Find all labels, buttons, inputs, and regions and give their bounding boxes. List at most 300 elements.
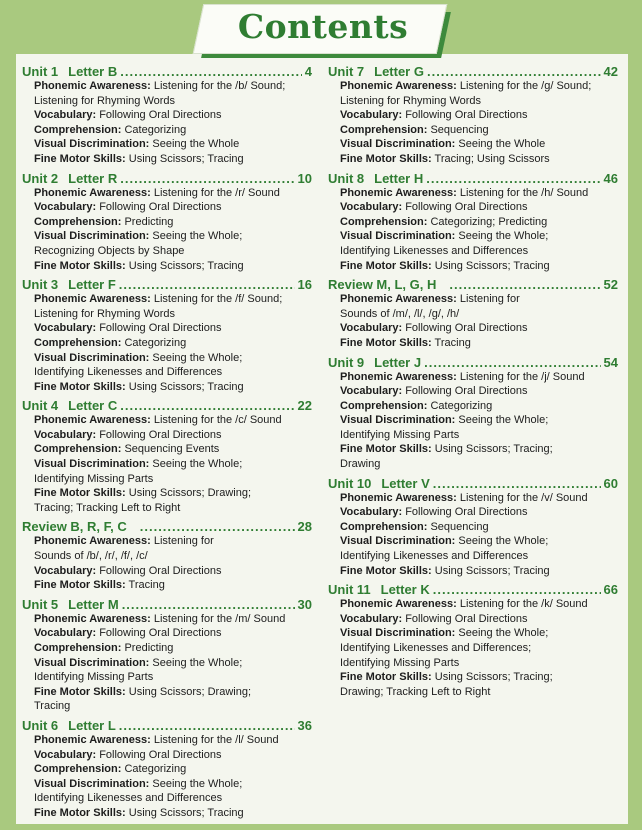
- skill-label: Fine Motor Skills:: [34, 380, 126, 393]
- skill-label: Vocabulary:: [34, 201, 97, 214]
- skill-line: [34, 791, 312, 806]
- skill-label: Visual Discrimination:: [34, 351, 150, 364]
- skill-label: Vocabulary:: [34, 322, 97, 335]
- skill-label: Vocabulary:: [340, 322, 403, 335]
- skill-line: [340, 670, 618, 685]
- skill-text: Following Oral Directions: [96, 627, 222, 640]
- skill-list: [328, 370, 618, 472]
- toc-entry-heading: [22, 519, 312, 534]
- skill-line: [340, 259, 618, 274]
- unit-name: Unit 3: [22, 277, 59, 293]
- skill-label: Vocabulary:: [34, 428, 97, 441]
- skill-text: Following Oral Directions: [402, 385, 528, 398]
- skill-text: Tracing; Using Scissors: [431, 152, 550, 165]
- skill-text: Drawing; Tracking Left to Right: [340, 685, 491, 698]
- skill-label: Comprehension:: [340, 215, 428, 228]
- dot-leader: [120, 398, 294, 413]
- skill-list: [328, 491, 618, 579]
- skill-label: Vocabulary:: [340, 385, 403, 398]
- page-number: 42: [603, 64, 618, 79]
- skill-text: Listening for the /k/ Sound: [456, 598, 588, 611]
- skill-label: Vocabulary:: [34, 627, 97, 640]
- toc-entry-heading: [328, 277, 618, 292]
- skill-line: [340, 626, 618, 641]
- page-number: 10: [297, 170, 312, 186]
- skill-line: [340, 200, 618, 215]
- toc-entry-unit-9[interactable]: [328, 355, 618, 472]
- skill-text: Listening for Rhyming Words: [340, 94, 482, 107]
- skill-text: Using Scissors; Drawing;: [125, 685, 252, 698]
- skill-line: [34, 486, 312, 501]
- skill-label: Visual Discrimination:: [340, 627, 456, 640]
- skill-line: [34, 685, 312, 700]
- skill-text: Using Scissors; Tracing: [431, 259, 550, 272]
- skill-text: Using Scissors; Tracing: [125, 380, 244, 393]
- skill-line: [340, 186, 618, 201]
- skill-text: Listening for the /f/ Sound;: [150, 293, 283, 306]
- toc-entry-heading: [22, 597, 312, 612]
- skill-line: [340, 549, 618, 564]
- skill-label: Visual Discrimination:: [34, 138, 150, 151]
- dot-leader: [433, 582, 601, 597]
- skill-line: [34, 123, 312, 138]
- unit-letter: Letter B: [68, 64, 118, 79]
- unit-name: Unit 8: [328, 170, 365, 186]
- skill-line: [340, 520, 618, 535]
- unit-name: Unit 1: [22, 64, 59, 79]
- unit-name: Unit 2: [22, 170, 59, 186]
- unit-name: Unit 4: [22, 398, 59, 414]
- skill-line: [34, 351, 312, 366]
- skill-label: Vocabulary:: [34, 564, 97, 577]
- skill-line: [34, 152, 312, 167]
- toc-entry-review-b-r-f-c[interactable]: [22, 519, 312, 592]
- skill-line: [34, 321, 312, 336]
- toc-entry-unit-6[interactable]: [22, 718, 312, 821]
- skill-line: [340, 244, 618, 259]
- skill-text: Using Scissors; Tracing: [431, 564, 550, 577]
- skill-text: Seeing the Whole: [149, 138, 240, 151]
- skill-text: Identifying Missing Parts: [34, 671, 154, 684]
- skill-text: Following Oral Directions: [402, 109, 528, 122]
- skill-text: Categorizing: [427, 399, 493, 412]
- skill-text: Listening for the /m/ Sound: [150, 612, 286, 625]
- skill-text: Listening for the /j/ Sound: [456, 370, 585, 383]
- skill-line: [34, 380, 312, 395]
- skill-text: Seeing the Whole: [455, 138, 546, 151]
- skill-line: [340, 321, 618, 336]
- unit-letter: Letter M: [68, 596, 119, 612]
- skill-text: Drawing: [340, 458, 381, 471]
- toc-entry-heading: [22, 171, 312, 186]
- skill-label: Vocabulary:: [340, 506, 403, 519]
- skill-line: [34, 733, 312, 748]
- skill-text: Seeing the Whole;: [455, 414, 549, 427]
- skill-line: [34, 259, 312, 274]
- skill-label: Comprehension:: [34, 443, 122, 456]
- skill-line: [34, 549, 312, 564]
- skill-line: [34, 699, 312, 714]
- unit-letter: Letter V: [381, 475, 430, 491]
- skill-line: [34, 777, 312, 792]
- toc-entry-heading: [22, 64, 312, 79]
- skill-line: [34, 186, 312, 201]
- skill-text: Sequencing: [427, 123, 489, 136]
- skill-line: [340, 384, 618, 399]
- skill-list: [22, 612, 312, 714]
- skill-line: [34, 215, 312, 230]
- unit-name: Unit 7: [328, 64, 365, 79]
- skill-list: [328, 292, 618, 350]
- skill-line: [34, 656, 312, 671]
- skill-line: [340, 656, 618, 671]
- unit-letter: Letter H: [374, 170, 424, 186]
- skill-list: [22, 79, 312, 167]
- skill-label: Phonemic Awareness:: [34, 733, 151, 746]
- skill-line: [34, 292, 312, 307]
- skill-text: Sounds of /m/, /l/, /g/, /h/: [340, 307, 460, 320]
- skill-label: Phonemic Awareness:: [34, 414, 151, 427]
- skill-list: [22, 292, 312, 394]
- skill-text: Seeing the Whole;: [149, 458, 243, 471]
- skill-text: Using Scissors; Tracing;: [431, 443, 553, 456]
- skill-text: Sequencing Events: [121, 443, 220, 456]
- skill-line: [340, 491, 618, 506]
- skill-label: Vocabulary:: [340, 109, 403, 122]
- skill-line: [34, 413, 312, 428]
- skill-text: Listening for the /b/ Sound;: [150, 80, 286, 92]
- skill-text: Tracing: [125, 579, 165, 592]
- page-number: 4: [304, 64, 312, 79]
- skill-text: Following Oral Directions: [96, 428, 222, 441]
- skill-label: Fine Motor Skills:: [34, 152, 126, 165]
- toc-entry-heading: [328, 476, 618, 491]
- skill-line: [34, 336, 312, 351]
- dot-leader: [120, 64, 302, 79]
- skill-label: Visual Discrimination:: [34, 458, 150, 471]
- skill-line: [340, 442, 618, 457]
- skill-text: Following Oral Directions: [96, 564, 222, 577]
- skill-label: Visual Discrimination:: [340, 535, 456, 548]
- skill-label: Phonemic Awareness:: [34, 80, 151, 92]
- skill-list: [328, 186, 618, 274]
- page-title: Contents: [237, 7, 409, 46]
- skill-label: Vocabulary:: [34, 109, 97, 122]
- toc-entry-unit-4[interactable]: [22, 398, 312, 515]
- skill-line: [340, 292, 618, 307]
- dot-leader: [119, 277, 295, 292]
- unit-name: Unit 6: [22, 717, 59, 733]
- skill-line: [340, 370, 618, 385]
- page-number: 54: [603, 354, 618, 370]
- skill-line: [34, 428, 312, 443]
- skill-line: [340, 229, 618, 244]
- skill-text: Categorizing; Predicting: [427, 215, 548, 228]
- skill-line: [34, 229, 312, 244]
- toc-entry-heading: [22, 398, 312, 413]
- skill-line: [34, 137, 312, 152]
- skill-label: Fine Motor Skills:: [340, 336, 432, 349]
- skill-text: Categorizing: [121, 763, 187, 776]
- skill-text: Listening for the /v/ Sound: [456, 491, 588, 504]
- title-banner: [198, 4, 448, 60]
- skill-label: Fine Motor Skills:: [340, 671, 432, 684]
- skill-text: Listening for the /g/ Sound;: [456, 80, 592, 92]
- dot-leader: [449, 277, 600, 292]
- skill-line: [340, 612, 618, 627]
- skill-text: Listening for the /r/ Sound: [150, 186, 280, 199]
- dot-leader: [433, 476, 601, 491]
- skill-label: Phonemic Awareness:: [34, 535, 151, 548]
- skill-line: [34, 457, 312, 472]
- skill-label: Fine Motor Skills:: [340, 443, 432, 456]
- skill-line: [340, 457, 618, 472]
- skill-line: [34, 762, 312, 777]
- skill-line: [34, 534, 312, 549]
- skill-text: Seeing the Whole;: [455, 627, 549, 640]
- skill-line: [34, 244, 312, 259]
- skill-text: Tracing: [431, 336, 471, 349]
- skill-line: [340, 564, 618, 579]
- skill-line: [34, 307, 312, 322]
- skill-text: Listening for the /l/ Sound: [150, 733, 279, 746]
- skill-list: [328, 597, 618, 699]
- skill-list: [22, 534, 312, 592]
- skill-text: Identifying Missing Parts: [340, 428, 460, 441]
- skill-label: Phonemic Awareness:: [340, 491, 457, 504]
- toc-entry-unit-5[interactable]: [22, 597, 312, 714]
- skill-text: Listening for: [150, 535, 214, 548]
- skill-line: [34, 564, 312, 579]
- skill-text: Following Oral Directions: [96, 109, 222, 122]
- toc-entry-heading: [328, 355, 618, 370]
- unit-letter: Letter R: [68, 170, 118, 186]
- skill-line: [34, 472, 312, 487]
- skill-line: [340, 336, 618, 351]
- skill-label: Fine Motor Skills:: [340, 259, 432, 272]
- skill-text: Listening for Rhyming Words: [34, 94, 176, 107]
- skill-text: Categorizing: [121, 123, 187, 136]
- skill-text: Using Scissors; Drawing;: [125, 487, 252, 500]
- skill-label: Visual Discrimination:: [340, 138, 456, 151]
- skill-line: [340, 79, 618, 94]
- dot-leader: [122, 597, 295, 612]
- left-column: [22, 64, 312, 825]
- toc-entry-unit-7[interactable]: [328, 64, 618, 167]
- skill-label: Fine Motor Skills:: [34, 579, 126, 592]
- skill-text: Identifying Missing Parts: [340, 656, 460, 669]
- skill-text: Identifying Likenesses and Differences: [340, 550, 529, 563]
- page-number: 16: [297, 277, 312, 293]
- skill-line: [340, 641, 618, 656]
- skill-text: Sequencing: [427, 520, 489, 533]
- skill-text: Seeing the Whole;: [455, 230, 549, 243]
- right-column: [328, 64, 618, 703]
- toc-entry-heading: [22, 277, 312, 292]
- unit-name: Unit 10: [328, 475, 372, 491]
- dot-leader: [120, 171, 294, 186]
- toc-entry-unit-10[interactable]: [328, 476, 618, 579]
- skill-label: Comprehension:: [34, 123, 122, 136]
- skill-line: [34, 578, 312, 593]
- skill-line: [340, 428, 618, 443]
- toc-entry-unit-1[interactable]: [22, 64, 312, 167]
- skill-text: Listening for: [456, 293, 520, 306]
- page-number: 36: [297, 717, 312, 733]
- skill-label: Comprehension:: [340, 520, 428, 533]
- skill-line: [340, 215, 618, 230]
- skill-line: [340, 505, 618, 520]
- skill-text: Identifying Likenesses and Differences: [34, 792, 223, 805]
- dot-leader: [427, 64, 601, 79]
- skill-label: Visual Discrimination:: [34, 230, 150, 243]
- skill-list: [22, 186, 312, 274]
- page-number: 28: [297, 519, 312, 535]
- unit-name: Unit 9: [328, 354, 365, 370]
- skill-text: Listening for the /c/ Sound: [150, 414, 282, 427]
- skill-label: Phonemic Awareness:: [340, 598, 457, 611]
- skill-label: Phonemic Awareness:: [34, 186, 151, 199]
- skill-text: Listening for the /h/ Sound: [456, 186, 589, 199]
- skill-label: Visual Discrimination:: [34, 656, 150, 669]
- skill-line: [340, 685, 618, 700]
- skill-label: Phonemic Awareness:: [340, 80, 457, 92]
- skill-line: [34, 442, 312, 457]
- skill-line: [34, 612, 312, 627]
- unit-letter: Letter C: [68, 398, 118, 414]
- skill-label: Phonemic Awareness:: [340, 186, 457, 199]
- skill-text: Following Oral Directions: [96, 748, 222, 761]
- dot-leader: [424, 355, 600, 370]
- skill-label: Comprehension:: [34, 215, 122, 228]
- unit-name: Review B, R, F, C: [22, 519, 127, 535]
- skill-label: Fine Motor Skills:: [34, 806, 126, 819]
- dot-leader: [119, 718, 295, 733]
- page-number: 60: [603, 475, 618, 491]
- skill-label: Comprehension:: [34, 642, 122, 654]
- skill-line: [34, 79, 312, 94]
- unit-name: Unit 5: [22, 596, 59, 612]
- skill-label: Phonemic Awareness:: [340, 293, 457, 306]
- skill-text: Following Oral Directions: [402, 201, 528, 214]
- toc-entry-heading: [22, 718, 312, 733]
- skill-text: Using Scissors; Tracing: [125, 259, 244, 272]
- skill-text: Following Oral Directions: [96, 322, 222, 335]
- skill-line: [34, 641, 312, 656]
- page-number: 30: [297, 596, 312, 612]
- skill-line: [340, 399, 618, 414]
- skill-text: Following Oral Directions: [402, 322, 528, 335]
- page-number: 22: [297, 398, 312, 414]
- skill-label: Phonemic Awareness:: [34, 293, 151, 306]
- skill-label: Vocabulary:: [340, 201, 403, 214]
- skill-text: Seeing the Whole;: [149, 777, 243, 790]
- skill-line: [34, 365, 312, 380]
- skill-line: [340, 123, 618, 138]
- toc-entry-unit-2[interactable]: [22, 171, 312, 274]
- skill-text: Identifying Likenesses and Differences: [340, 244, 529, 257]
- toc-entry-unit-8[interactable]: [328, 171, 618, 274]
- skill-label: Fine Motor Skills:: [340, 564, 432, 577]
- skill-line: [34, 501, 312, 516]
- skill-label: Visual Discrimination:: [340, 414, 456, 427]
- skill-line: [34, 94, 312, 109]
- skill-label: Fine Motor Skills:: [34, 487, 126, 500]
- skill-text: Following Oral Directions: [96, 201, 222, 214]
- skill-line: [34, 670, 312, 685]
- skill-label: Comprehension:: [340, 123, 428, 136]
- toc-entry-unit-3[interactable]: [22, 277, 312, 394]
- toc-entry-heading: [328, 582, 618, 597]
- skill-list: [22, 413, 312, 515]
- skill-line: [340, 152, 618, 167]
- skill-line: [340, 413, 618, 428]
- skill-label: Phonemic Awareness:: [34, 612, 151, 625]
- skill-label: Vocabulary:: [340, 612, 403, 625]
- dot-leader: [426, 171, 600, 186]
- skill-line: [340, 108, 618, 123]
- skill-text: Identifying Likenesses and Differences;: [340, 642, 532, 654]
- skill-label: Comprehension:: [34, 763, 122, 776]
- toc-entry-heading: [328, 64, 618, 79]
- skill-line: [340, 534, 618, 549]
- skill-line: [340, 137, 618, 152]
- skill-text: Seeing the Whole;: [149, 230, 243, 243]
- skill-text: Categorizing: [121, 336, 187, 349]
- skill-label: Fine Motor Skills:: [340, 152, 432, 165]
- skill-text: Following Oral Directions: [402, 506, 528, 519]
- unit-letter: Letter L: [68, 717, 116, 733]
- skill-text: Following Oral Directions: [402, 612, 528, 625]
- unit-letter: Letter F: [68, 277, 116, 293]
- unit-letter: Letter J: [374, 354, 422, 370]
- skill-list: [22, 733, 312, 821]
- skill-label: Fine Motor Skills:: [34, 685, 126, 698]
- skill-label: Comprehension:: [340, 399, 428, 412]
- skill-label: Phonemic Awareness:: [340, 370, 457, 383]
- skill-text: Listening for Rhyming Words: [34, 307, 176, 320]
- skill-text: Identifying Likenesses and Differences: [34, 366, 223, 379]
- toc-entry-review-m-l-g-h[interactable]: [328, 277, 618, 350]
- skill-text: Identifying Missing Parts: [34, 472, 154, 485]
- skill-text: Tracing: [34, 700, 71, 713]
- skill-label: Comprehension:: [34, 336, 122, 349]
- skill-text: Using Scissors; Tracing;: [431, 671, 553, 684]
- skill-text: Seeing the Whole;: [149, 656, 243, 669]
- skill-label: Fine Motor Skills:: [34, 259, 126, 272]
- skill-text: Tracing; Tracking Left to Right: [34, 501, 181, 514]
- skill-text: Using Scissors; Tracing: [125, 806, 244, 819]
- skill-label: Visual Discrimination:: [34, 777, 150, 790]
- skill-line: [340, 94, 618, 109]
- unit-letter: Letter K: [380, 582, 430, 598]
- page-number: 46: [603, 170, 618, 186]
- toc-entry-unit-11[interactable]: [328, 582, 618, 699]
- skill-line: [34, 626, 312, 641]
- page-number: 66: [603, 582, 618, 598]
- skill-text: Seeing the Whole;: [455, 535, 549, 548]
- skill-text: Predicting: [121, 215, 174, 228]
- skill-line: [34, 806, 312, 821]
- unit-name: Unit 11: [328, 582, 371, 598]
- unit-name: Review M, L, G, H: [328, 277, 437, 293]
- toc-entry-heading: [328, 171, 618, 186]
- skill-text: Predicting: [121, 642, 174, 654]
- skill-label: Visual Discrimination:: [340, 230, 456, 243]
- page-number: 52: [603, 277, 618, 293]
- skill-text: Recognizing Objects by Shape: [34, 244, 185, 257]
- skill-line: [340, 307, 618, 322]
